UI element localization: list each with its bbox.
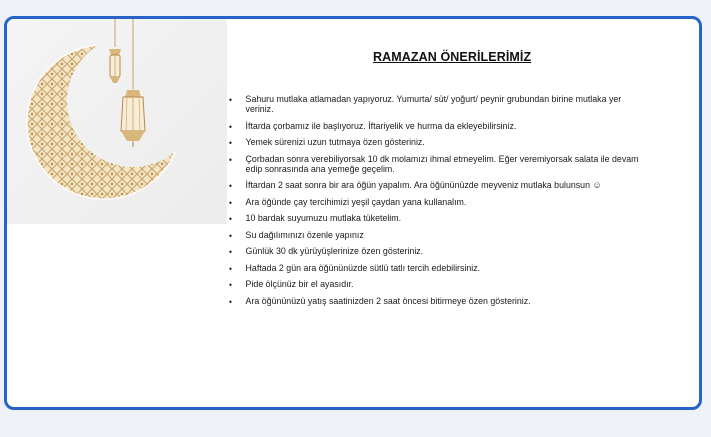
page-title: RAMAZAN ÖNERİLERİMİZ bbox=[373, 50, 532, 64]
list-item: • 10 bardak suyumuzu mutlaka tüketelim. bbox=[229, 214, 643, 224]
slide-frame bbox=[4, 16, 702, 410]
lantern-icon bbox=[109, 49, 121, 83]
list-item: • Haftada 2 gün ara öğününüzde sütlü tatlı tercih edebilirsiniz. bbox=[229, 264, 643, 274]
list-item: • İftarda çorbamız ile başlıyoruz. İftariyelik ve hurma da ekleyebilirsiniz. bbox=[229, 122, 643, 132]
list-item: • Yemek sürenizi uzun tutmaya özen gösteriniz. bbox=[229, 138, 643, 148]
list-item: • Su dağılımınızı özenle yapınız bbox=[229, 231, 643, 241]
list-item: • Pide ölçünüz bir el ayasıdır. bbox=[229, 280, 643, 290]
list-item: • Günlük 30 dk yürüyüşlerinize özen gösteriniz. bbox=[229, 247, 643, 257]
tips-list bbox=[229, 95, 643, 313]
list-item: • Sahuru mutlaka atlamadan yapıyoruz. Yumurta/ süt/ yoğurt/ peynir grubundan birine mutlaka yer veriniz. bbox=[229, 95, 643, 115]
ramadan-decoration bbox=[7, 19, 227, 224]
list-item: • Çorbadan sonra verebiliyorsak 10 dk molamızı ihmal etmeyelim. Eğer veremiyorsak salata ile devam edip sonrasında ana yemeğe geçelim. bbox=[229, 155, 643, 175]
list-item: • İftardan 2 saat sonra bir ara öğün yapalım. Ara öğününüzde meyveniz mutlaka bulunsun ☺ bbox=[229, 181, 643, 191]
list-item: • Ara öğünde çay tercihimizi yeşil çaydan yana kullanalım. bbox=[229, 198, 643, 208]
list-item: • Ara öğününüzü yatış saatinizden 2 saat öncesi bitirmeye özen gösteriniz. bbox=[229, 297, 643, 307]
